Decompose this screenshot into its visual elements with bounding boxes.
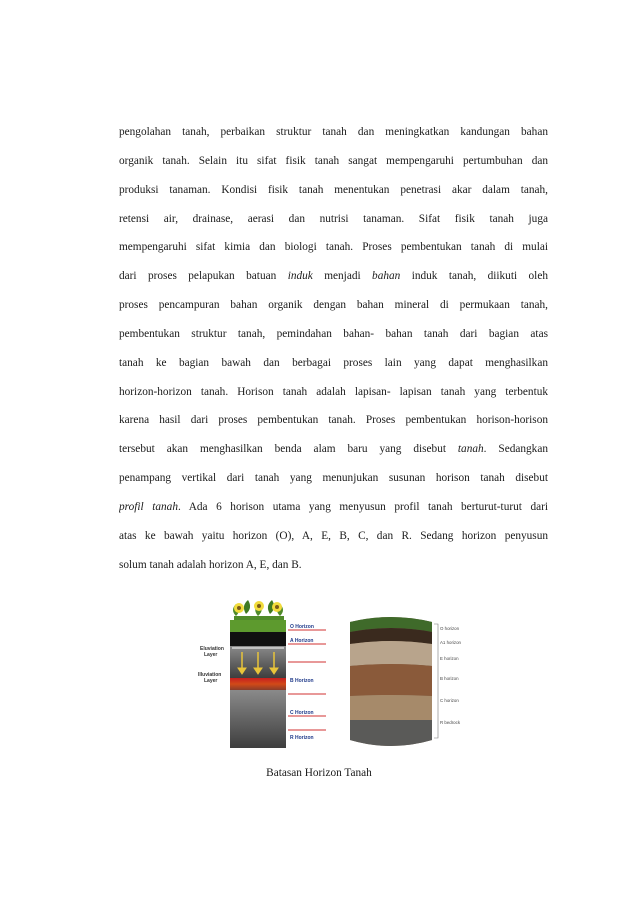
text-line: organik tanah. Selain itu sifat fisik tanah sangat mempengaruhi pertumbuhan dan — [119, 154, 548, 167]
soil-horizon-figure — [186, 596, 484, 756]
text-line — [119, 493, 548, 522]
text-line: retensi air, drainase, aerasi dan nutrisi tanaman. Sifat fisik tanah juga — [119, 212, 548, 225]
text-segment: dari proses pelapukan batuan — [119, 270, 288, 283]
text-line: solum tanah adalah horizon A, E, dan B. — [119, 558, 302, 571]
text-line: mempengaruhi sifat kimia dan biologi tanah. Proses pembentukan tanah di mulai — [119, 241, 548, 254]
text-line: horizon-horizon tanah. Horison tanah adalah lapisan- lapisan tanah yang terbentuk — [119, 385, 548, 398]
figure-caption: Batasan Horizon Tanah — [266, 767, 372, 779]
left-horizon-label: R Horizon — [290, 735, 314, 741]
text-line — [119, 435, 548, 464]
left-label-eluviation-1: Eluviation — [200, 646, 224, 652]
text-segment: induk tanah, diikuti oleh — [400, 270, 548, 283]
text-segment: . Ada 6 horison utama yang menyusun profil tanah berturut-turut dari — [177, 500, 548, 513]
left-diagram — [198, 600, 326, 748]
bracket — [434, 624, 438, 738]
text-segment: menjadi — [312, 270, 373, 283]
b-layer — [230, 678, 286, 690]
right-horizon-label: O horizon — [440, 626, 460, 631]
text-line: atas ke bawah yaitu horizon (O), A, E, B, C, dan R. Sedang horizon penyusun — [119, 529, 548, 542]
right-horizon-label: A1 horizon — [440, 640, 461, 645]
italic-term-bahan: bahan — [372, 270, 401, 283]
italic-term-tanah: tanah — [457, 443, 484, 456]
text-line: karena hasil dari proses pembentukan tanah. Proses pembentukan horison-horison — [119, 414, 548, 427]
plant-icons — [233, 600, 284, 620]
text-line — [119, 262, 548, 291]
text-line: proses pencampuran bahan organik dengan bahan mineral di permukaan tanah, — [119, 299, 548, 312]
c-r-layer — [230, 690, 286, 748]
o-layer — [230, 620, 286, 632]
body-paragraph — [119, 118, 548, 580]
reddish-layer — [350, 664, 432, 696]
left-horizon-label: C Horizon — [290, 710, 314, 716]
right-horizon-label: E horizon — [440, 656, 459, 661]
italic-term-profil-tanah: profil tanah — [119, 500, 178, 513]
light-layer — [350, 641, 432, 666]
text-segment: tersebut akan menghasilkan benda alam baru yang disebut — [119, 443, 458, 456]
text-line: pengolahan tanah, perbaikan struktur tanah dan meningkatkan kandungan bahan — [119, 126, 548, 138]
left-horizon-label: O Horizon — [290, 624, 314, 630]
left-horizon-label: A Horizon — [290, 638, 314, 644]
a-layer — [230, 632, 286, 646]
left-label-illuviation-2: Layer — [204, 678, 218, 684]
c-layer — [350, 695, 432, 720]
right-diagram — [350, 617, 462, 746]
text-line: produksi tanaman. Kondisi fisik tanah menentukan penetrasi akar dalam tanah, — [119, 183, 548, 196]
right-horizon-label: R bedrock — [440, 720, 461, 725]
left-horizon-label: B Horizon — [290, 678, 314, 684]
italic-term-induk: induk — [287, 270, 313, 283]
right-horizon-label: B horizon — [440, 676, 459, 681]
text-line: pembentukan struktur tanah, pemindahan bahan- bahan tanah dari bagian atas — [119, 327, 548, 340]
text-line: tanah ke bagian bawah dan berbagai proses lain yang dapat menghasilkan — [119, 356, 548, 369]
left-label-eluviation-2: Layer — [204, 652, 218, 658]
text-line: penampang vertikal dari tanah yang menunjukan susunan horison tanah disebut — [119, 472, 548, 485]
text-segment: . Sedangkan — [483, 443, 548, 456]
left-label-illuviation-1: Illuviation — [198, 672, 222, 678]
right-horizon-label: C horizon — [440, 698, 459, 703]
bedrock-layer — [350, 720, 432, 746]
